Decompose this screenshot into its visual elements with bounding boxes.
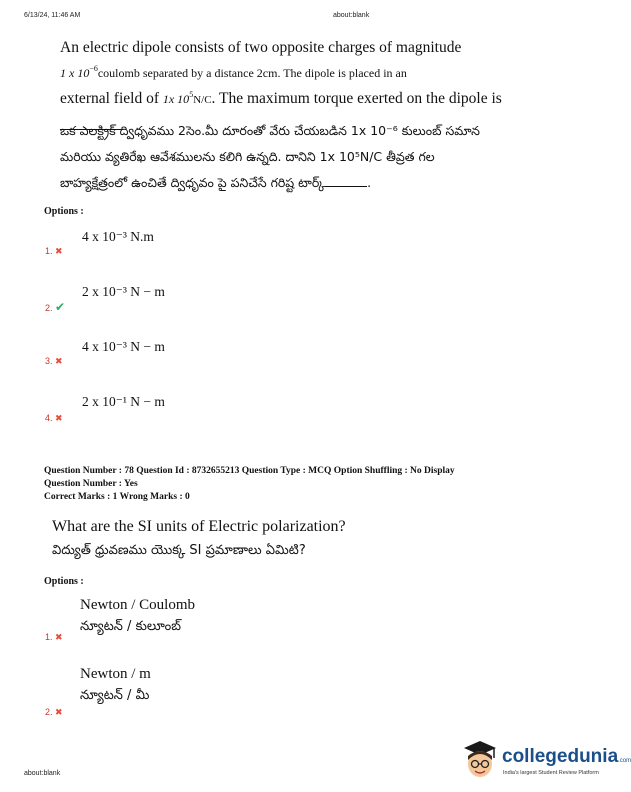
option-text: 4 x 10⁻³ N − m [82,339,165,354]
field-unit: N/C [193,94,212,107]
cross-icon: ✖ [55,356,63,366]
charge-unit-text: coulomb separated by a distance 2cm. The dipole is placed in an [97,66,407,81]
print-datetime: 6/13/24, 11:46 AM [24,12,81,19]
answer-blank [325,186,367,187]
question-meta-line: Correct Marks : 1 Wrong Marks : 0 [44,492,190,502]
telugu-line: ఒక ఎలక్ట్రిక్ ద్విధృవము 2సెం.మీ దూరంతో వేరు చేయబడిన 1x 10⁻⁶ కులుంబ్ సమాన [60,123,480,138]
question-78-english: What are the SI units of Electric polarization? [52,518,346,535]
option-text-telugu: న్యూటన్ / కులూంబ్ [80,619,181,634]
question-78-telugu: విద్యుత్ ధ్రువణము యొక్క SI ప్రమాణాలు ఏమిటి? [52,543,306,558]
cross-icon: ✖ [55,707,63,717]
option-number: 1. [45,632,53,642]
question-77-telugu [60,118,580,196]
print-url: about:blank [333,12,370,19]
option-number: 1. [45,246,53,256]
check-icon: ✔ [55,300,66,314]
question-line: external field of 1x $10^5N/C$. The maximum torque exerted on the dipole is [60,90,502,108]
option-text: 4 x 10⁻³ N.m [82,229,154,244]
footer-url: about:blank [24,770,61,777]
field-mantissa: 1x 10 [162,92,190,107]
telugu-line: బాహ్యక్షేత్రంలో ఉంచితే ద్విధృవం పై పనిచేసే గరిష్ట టార్క్ . [60,175,372,190]
option-number: 3. [45,356,53,366]
option-text: Newton / m [80,666,151,682]
option-text: 2 x 10⁻³ N − m [82,284,165,299]
option-number: 2. [45,707,53,717]
question-meta-line: Question Number : Yes [44,479,138,489]
option-text: Newton / Coulomb [80,597,195,613]
cross-icon: ✖ [55,413,63,423]
cross-icon: ✖ [55,246,63,256]
option-text: 2 x 10⁻¹ N − m [82,394,165,409]
collegedunia-logo [460,738,631,788]
mascot-icon [460,738,500,784]
logo-name: collegedunia [502,746,619,767]
options-label: Options : [44,576,84,587]
question-meta [44,465,589,504]
option-number: 2. [45,303,53,313]
telugu-line: మరియు వ్యతిరేఖ ఆవేశములను కలిగి ఉన్నది. దానిని 1x 10⁵N/C తీవ్రత గల [60,149,435,164]
question-meta-line: Question Number : 78 Question Id : 8732655213 Question Type : MCQ Option Shuffling : No Display [44,466,455,476]
field-exponent: 5 [189,90,194,100]
cross-icon: ✖ [55,632,63,642]
question-line [60,58,570,84]
logo-tld: .com [618,758,631,764]
option-number: 4. [45,413,53,423]
options-label: Options : [44,206,84,217]
option-text-telugu: న్యూటన్ / మీ [80,688,150,703]
question-line: An electric dipole consists of two opposite charges of magnitude [60,39,462,56]
charge-exponent: −6 [89,64,98,73]
charge-mantissa: 1 x 10 [60,66,90,81]
logo-tagline: India's largest Student Review Platform [503,770,599,776]
